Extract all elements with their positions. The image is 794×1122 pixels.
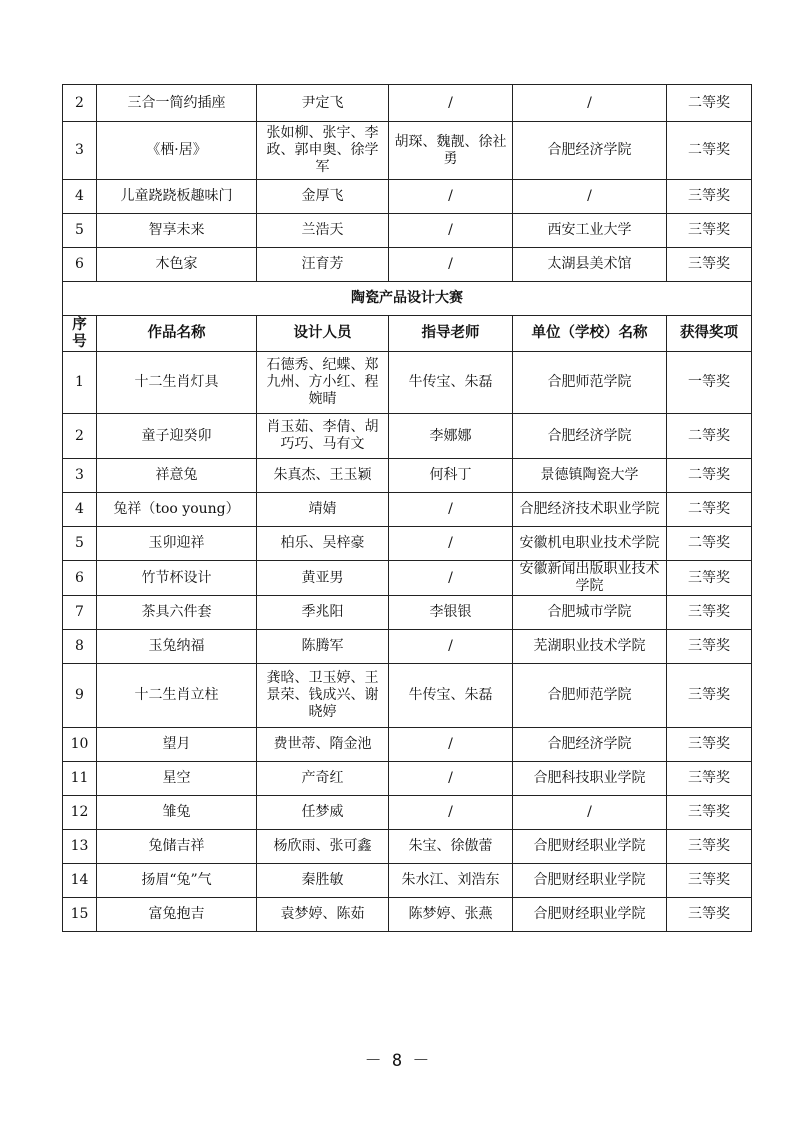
- cell-work: 《栖·居》: [97, 122, 257, 180]
- cell-advisor: /: [389, 762, 513, 796]
- page-number: － 8 －: [364, 1051, 430, 1071]
- table-row: [63, 898, 752, 932]
- table-header-row: [63, 316, 752, 352]
- cell-award: 三等奖: [667, 248, 752, 282]
- cell-designer: 黄亚男: [257, 561, 389, 596]
- cell-unit: 安徽机电职业技术学院: [513, 527, 667, 561]
- cell-designer: 袁梦婷、陈茹: [257, 898, 389, 932]
- table-row: [63, 596, 752, 630]
- cell-no: 15: [63, 898, 97, 932]
- cell-advisor: /: [389, 248, 513, 282]
- table-row: [63, 561, 752, 596]
- cell-award: 三等奖: [667, 214, 752, 248]
- cell-award: 三等奖: [667, 596, 752, 630]
- cell-unit: /: [513, 796, 667, 830]
- table-row: [63, 459, 752, 493]
- cell-work: 十二生肖灯具: [97, 352, 257, 414]
- cell-unit: 芜湖职业技术学院: [513, 630, 667, 664]
- cell-work: 富兔抱吉: [97, 898, 257, 932]
- cell-designer: 秦胜敏: [257, 864, 389, 898]
- cell-unit: 单位（学校）名称: [513, 316, 667, 352]
- cell-designer: 产奇红: [257, 762, 389, 796]
- cell-award: 三等奖: [667, 180, 752, 214]
- cell-designer: 汪育芳: [257, 248, 389, 282]
- cell-unit: 合肥师范学院: [513, 664, 667, 728]
- cell-designer: 龚晗、卫玉婷、王景荣、钱成兴、谢晓婷: [257, 664, 389, 728]
- cell-work: 木色家: [97, 248, 257, 282]
- cell-advisor: 李娜娜: [389, 414, 513, 459]
- cell-no: 6: [63, 561, 97, 596]
- cell-designer: 柏乐、吴梓豪: [257, 527, 389, 561]
- cell-designer: 肖玉茹、李倩、胡巧巧、马有文: [257, 414, 389, 459]
- cell-award: 三等奖: [667, 762, 752, 796]
- cell-no: 4: [63, 180, 97, 214]
- cell-designer: 尹定飞: [257, 85, 389, 122]
- cell-no: 10: [63, 728, 97, 762]
- cell-advisor: 牛传宝、朱磊: [389, 664, 513, 728]
- table-row: [63, 830, 752, 864]
- cell-work: 兔祥（too young）: [97, 493, 257, 527]
- cell-unit: 合肥经济学院: [513, 122, 667, 180]
- cell-work: 兔储吉祥: [97, 830, 257, 864]
- cell-unit: 合肥经济技术职业学院: [513, 493, 667, 527]
- cell-unit: 合肥科技职业学院: [513, 762, 667, 796]
- cell-no: 序号: [63, 316, 97, 352]
- cell-work: 星空: [97, 762, 257, 796]
- cell-no: 7: [63, 596, 97, 630]
- cell-work: 竹节杯设计: [97, 561, 257, 596]
- table-row: [63, 796, 752, 830]
- awards-table: [62, 84, 752, 932]
- cell-advisor: /: [389, 214, 513, 248]
- cell-unit: 合肥经济学院: [513, 728, 667, 762]
- table-row: [63, 122, 752, 180]
- cell-no: 4: [63, 493, 97, 527]
- cell-no: 12: [63, 796, 97, 830]
- cell-designer: 设计人员: [257, 316, 389, 352]
- cell-no: 9: [63, 664, 97, 728]
- cell-advisor: 朱水江、刘浩东: [389, 864, 513, 898]
- cell-designer: 费世蒂、隋金池: [257, 728, 389, 762]
- cell-award: 二等奖: [667, 85, 752, 122]
- cell-no: 13: [63, 830, 97, 864]
- cell-award: 一等奖: [667, 352, 752, 414]
- cell-unit: 景德镇陶瓷大学: [513, 459, 667, 493]
- cell-advisor: /: [389, 630, 513, 664]
- cell-award: 三等奖: [667, 864, 752, 898]
- cell-designer: 张如柳、张宇、李政、郭申奥、徐学军: [257, 122, 389, 180]
- cell-award: 获得奖项: [667, 316, 752, 352]
- cell-advisor: 胡琛、魏靓、徐社勇: [389, 122, 513, 180]
- cell-work: 十二生肖立柱: [97, 664, 257, 728]
- cell-award: 三等奖: [667, 561, 752, 596]
- cell-no: 3: [63, 122, 97, 180]
- cell-designer: 陈腾军: [257, 630, 389, 664]
- cell-advisor: /: [389, 561, 513, 596]
- cell-award: 三等奖: [667, 630, 752, 664]
- cell-work: 玉卯迎祥: [97, 527, 257, 561]
- cell-no: 1: [63, 352, 97, 414]
- cell-no: 11: [63, 762, 97, 796]
- cell-designer: 金厚飞: [257, 180, 389, 214]
- cell-unit: 合肥财经职业学院: [513, 830, 667, 864]
- table-row: [63, 214, 752, 248]
- cell-advisor: /: [389, 527, 513, 561]
- cell-advisor: 陈梦婷、张燕: [389, 898, 513, 932]
- cell-advisor: /: [389, 85, 513, 122]
- cell-work: 儿童跷跷板趣味门: [97, 180, 257, 214]
- cell-advisor: /: [389, 180, 513, 214]
- cell-unit: 合肥财经职业学院: [513, 898, 667, 932]
- cell-advisor: 李银银: [389, 596, 513, 630]
- cell-award: 三等奖: [667, 664, 752, 728]
- cell-no: 6: [63, 248, 97, 282]
- cell-work: 三合一简约插座: [97, 85, 257, 122]
- cell-unit: 合肥师范学院: [513, 352, 667, 414]
- table-row: [63, 630, 752, 664]
- table-row: [63, 352, 752, 414]
- cell-work: 智享未来: [97, 214, 257, 248]
- cell-designer: 靖婧: [257, 493, 389, 527]
- cell-advisor: 牛传宝、朱磊: [389, 352, 513, 414]
- section-title: 陶瓷产品设计大赛: [63, 282, 752, 316]
- cell-award: 二等奖: [667, 122, 752, 180]
- table-row: [63, 527, 752, 561]
- cell-unit: 太湖县美术馆: [513, 248, 667, 282]
- cell-advisor: /: [389, 796, 513, 830]
- cell-unit: 合肥城市学院: [513, 596, 667, 630]
- cell-unit: 合肥财经职业学院: [513, 864, 667, 898]
- table-row: [63, 180, 752, 214]
- cell-award: 二等奖: [667, 493, 752, 527]
- cell-award: 三等奖: [667, 898, 752, 932]
- cell-designer: 任梦威: [257, 796, 389, 830]
- cell-work: 童子迎癸卯: [97, 414, 257, 459]
- cell-no: 8: [63, 630, 97, 664]
- cell-no: 5: [63, 214, 97, 248]
- cell-designer: 季兆阳: [257, 596, 389, 630]
- table-row: [63, 664, 752, 728]
- cell-work: 祥意兔: [97, 459, 257, 493]
- cell-work: 茶具六件套: [97, 596, 257, 630]
- cell-unit: /: [513, 180, 667, 214]
- cell-advisor: 朱宝、徐傲蕾: [389, 830, 513, 864]
- cell-advisor: 指导老师: [389, 316, 513, 352]
- cell-work: 雏兔: [97, 796, 257, 830]
- cell-award: 二等奖: [667, 527, 752, 561]
- table-row: [63, 762, 752, 796]
- cell-award: 三等奖: [667, 796, 752, 830]
- table-row: [63, 864, 752, 898]
- cell-designer: 兰浩天: [257, 214, 389, 248]
- cell-no: 3: [63, 459, 97, 493]
- cell-unit: 安徽新闻出版职业技术学院: [513, 561, 667, 596]
- cell-award: 三等奖: [667, 728, 752, 762]
- section-title-row: [63, 282, 752, 316]
- cell-award: 二等奖: [667, 414, 752, 459]
- cell-work: 玉兔纳福: [97, 630, 257, 664]
- cell-advisor: /: [389, 493, 513, 527]
- cell-unit: 合肥经济学院: [513, 414, 667, 459]
- cell-work: 扬眉“兔”气: [97, 864, 257, 898]
- table-row: [63, 728, 752, 762]
- cell-work: 望月: [97, 728, 257, 762]
- cell-designer: 石德秀、纪蝶、郑九州、方小红、程婉晴: [257, 352, 389, 414]
- cell-designer: 朱真杰、王玉颖: [257, 459, 389, 493]
- cell-work: 作品名称: [97, 316, 257, 352]
- cell-no: 2: [63, 414, 97, 459]
- cell-award: 三等奖: [667, 830, 752, 864]
- table-row: [63, 248, 752, 282]
- cell-no: 2: [63, 85, 97, 122]
- cell-advisor: 何科丁: [389, 459, 513, 493]
- table-row: [63, 414, 752, 459]
- cell-unit: 西安工业大学: [513, 214, 667, 248]
- table-row: [63, 493, 752, 527]
- cell-no: 14: [63, 864, 97, 898]
- cell-unit: /: [513, 85, 667, 122]
- cell-designer: 杨欣雨、张可鑫: [257, 830, 389, 864]
- table-row: [63, 85, 752, 122]
- cell-award: 二等奖: [667, 459, 752, 493]
- cell-advisor: /: [389, 728, 513, 762]
- cell-no: 5: [63, 527, 97, 561]
